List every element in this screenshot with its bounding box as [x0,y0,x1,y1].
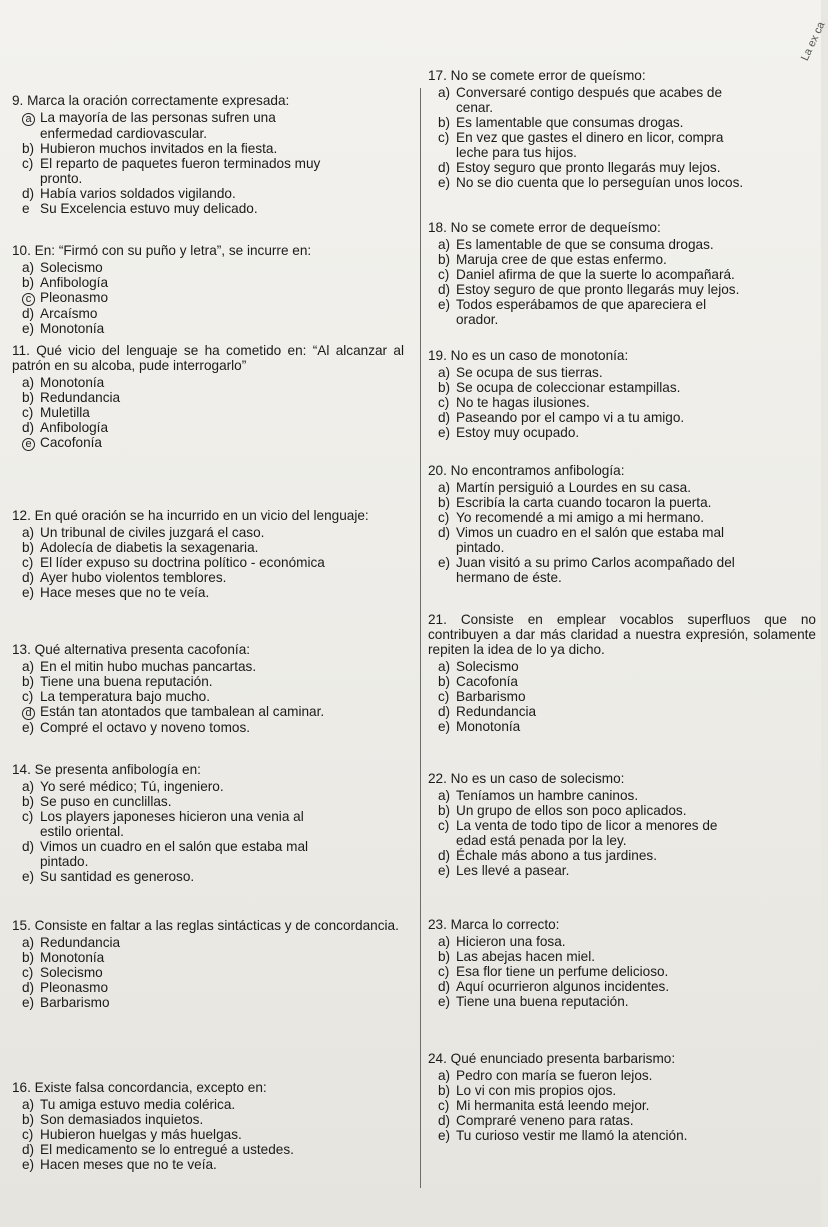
option-letter: c) [22,1127,34,1142]
answer-option[interactable] [428,1128,816,1143]
answer-option[interactable] [12,1157,412,1172]
option-text-continuation: edad está penada por la ley. [456,833,627,848]
option-letter: e [22,201,30,216]
answer-option[interactable] [428,1098,816,1113]
option-letter: a) [438,237,451,252]
option-letter: b) [438,495,451,510]
question-stem: 21. Consiste en emplear vocablos superfluos que no contribuyen a dar más claridad a nuestra expresión, solamente repiten la idea de lo ya dicho. [428,612,816,657]
answer-option[interactable] [428,410,816,425]
question-stem: 13. Qué alternativa presenta cacofonía: [12,642,251,657]
answer-option[interactable] [12,156,412,171]
option-letter: e) [22,321,35,336]
answer-option[interactable] [428,788,816,803]
option-letter: c) [438,1098,450,1113]
answer-option[interactable] [12,1142,412,1157]
option-letter: d) [438,282,451,297]
question-stem: 9. Marca la oración correctamente expresada: [12,93,290,108]
option-letter: c) [438,689,450,704]
question-stem: 19. No es un caso de monotonía: [428,348,629,363]
answer-option[interactable] [12,321,412,336]
option-text: La mayoría de las personas sufren una [40,110,276,125]
option-letter: e) [438,994,451,1009]
question-q14 [12,762,412,884]
answer-option[interactable] [428,282,816,297]
option-letter: b) [22,141,35,156]
answer-option[interactable] [12,704,412,720]
answer-option[interactable] [12,375,412,390]
option-text: Monotonía [456,719,521,734]
option-letter: a) [22,659,35,674]
option-text: Cacofonía [456,674,518,689]
option-text: Anfibología [40,420,109,435]
column-divider [420,88,421,1188]
answer-option[interactable] [428,719,816,734]
option-text: Un grupo de ellos son poco aplicados. [456,803,687,818]
option-letter: a) [22,525,35,540]
option-text: Monotonía [40,950,105,965]
option-text: La venta de todo tipo de licor a menores de [456,818,718,833]
answer-option[interactable] [12,540,412,555]
option-text: Yo seré médico; Tú, ingeniero. [40,779,224,794]
answer-option[interactable] [428,510,816,525]
option-letter: c) [438,964,450,979]
option-text: Había varios soldados vigilando. [40,186,236,201]
option-text: Les llevé a pasear. [456,863,570,878]
question-stem: 11. Qué vicio del lenguaje se ha cometido en: “Al alcanzar al patrón en su alcoba, pude interrogarlo” [12,343,404,373]
question-stem: 20. No encontramos anfibología: [428,463,625,478]
answer-option[interactable] [12,674,412,689]
option-letter: d) [438,525,451,540]
option-letter: a) [22,260,35,275]
option-text: Tu amiga estuvo media colérica. [40,1097,236,1112]
option-letter: d) [438,410,451,425]
option-letter: a) [438,85,451,100]
answer-option[interactable] [428,689,816,704]
answer-option[interactable] [428,555,816,570]
answer-option[interactable] [428,1083,816,1098]
answer-option[interactable] [428,85,816,100]
option-letter: d) [22,839,35,854]
answer-option[interactable] [12,260,412,275]
option-letter: d) [438,160,451,175]
option-text: Hace meses que no te veía. [40,585,210,600]
question-stem: 23. Marca lo correcto: [428,917,560,932]
option-letter: e) [438,1128,451,1143]
option-letter: b) [438,674,451,689]
option-letter: b) [22,390,35,405]
option-letter: a) [438,659,451,674]
option-letter: c) [438,267,450,282]
option-text: En el mitin hubo muchas pancartas. [40,659,257,674]
option-text: Vimos un cuadro en el salón que estaba mal [40,839,309,854]
option-letter: c) [22,405,34,420]
option-letter: b) [438,252,451,267]
option-letter: e) [438,863,451,878]
option-text: El reparto de paquetes fueron terminados muy [40,156,321,171]
option-text: Es lamentable que consumas drogas. [456,115,684,130]
option-letter: c) [22,689,34,704]
answer-option[interactable] [428,365,816,380]
option-letter: a) [438,1068,451,1083]
option-text: Muletilla [40,405,90,420]
answer-option[interactable] [428,934,816,949]
answer-option[interactable] [428,863,816,878]
option-letter: d) [22,186,35,201]
option-letter: a) [22,935,35,950]
question-q24 [428,1051,816,1143]
option-letter: a) [438,365,451,380]
answer-option[interactable] [428,1068,816,1083]
option-text-continuation: pintado. [456,540,505,555]
option-text: Se puso en cunclillas. [40,794,172,809]
answer-option[interactable] [428,237,816,252]
answer-option[interactable] [12,275,412,290]
answer-option[interactable] [12,839,412,854]
option-text: Solecismo [40,965,103,980]
answer-option[interactable] [428,130,816,145]
answer-option[interactable] [428,818,816,833]
answer-option[interactable] [12,794,412,809]
answer-option[interactable] [12,995,412,1010]
option-letter: e) [22,585,35,600]
question-stem: 24. Qué enunciado presenta barbarismo: [428,1051,676,1066]
answer-option[interactable] [428,848,816,863]
option-letter: e) [22,869,35,884]
option-text: Se ocupa de sus tierras. [456,365,603,380]
option-letter: e) [438,297,451,312]
answer-option[interactable] [428,525,816,540]
answer-option[interactable] [428,380,816,395]
option-text: Compraré veneno para ratas. [456,1113,634,1128]
option-text: Martín persiguió a Lourdes en su casa. [456,480,692,495]
option-letter: a) [22,779,35,794]
option-text: Arcaísmo [40,306,98,321]
question-q18 [428,220,816,327]
answer-option[interactable] [12,980,412,995]
option-text: Escribía la carta cuando tocaron la puerta. [456,495,712,510]
option-letter: b) [22,275,35,290]
option-letter: d) [22,980,35,995]
option-letter: a) [438,788,451,803]
option-letter: c) [22,555,34,570]
option-text: Hubieron huelgas y más huelgas. [40,1127,242,1142]
option-text: Están tan atontados que tambalean al caminar. [40,704,325,719]
option-text: Redundancia [40,390,121,405]
answer-option[interactable] [12,405,412,420]
option-text: Vimos un cuadro en el salón que estaba mal [456,525,725,540]
answer-option[interactable] [428,979,816,994]
option-text: Teníamos un hambre caninos. [456,788,639,803]
option-text-continuation: estilo oriental. [40,824,124,839]
option-text: Aquí ocurrieron algunos incidentes. [456,979,670,994]
question-q23 [428,917,816,1009]
answer-option[interactable] [12,110,412,126]
option-letter: a) [438,480,451,495]
answer-option[interactable] [428,175,816,190]
option-text: Barbarismo [40,995,110,1010]
option-letter: b) [438,1083,451,1098]
answer-option[interactable] [12,950,412,965]
answer-option[interactable] [12,555,412,570]
answer-option[interactable] [12,779,412,794]
option-text: Maruja cree de que estas enfermo. [456,252,667,267]
option-text: Los players japoneses hicieron una venia al [40,809,304,824]
answer-option[interactable] [12,525,412,540]
option-letter: b) [22,950,35,965]
answer-option[interactable] [12,201,412,216]
question-q13 [12,642,412,735]
option-text: Redundancia [456,704,537,719]
answer-option[interactable] [428,674,816,689]
answer-option[interactable] [428,267,816,282]
question-stem: 16. Existe falsa concordancia, excepto en: [12,1080,267,1095]
option-text: La temperatura bajo mucho. [40,689,211,704]
option-text: Conversaré contigo después que acabes de [456,85,723,100]
option-text-continuation: pronto. [40,171,83,186]
option-text: Estoy muy ocupado. [456,425,580,440]
option-text: Paseando por el campo vi a tu amigo. [456,410,685,425]
answer-option[interactable] [428,1113,816,1128]
option-letter: d) [438,704,451,719]
answer-circle-mark: e [22,438,35,451]
option-text: Monotonía [40,321,105,336]
option-text-continuation: orador. [456,312,499,327]
option-text: No se dio cuenta que lo perseguían unos locos. [456,175,744,190]
option-text: Tu curioso vestir me llamó la atención. [456,1128,688,1143]
option-text: Redundancia [40,935,121,950]
option-text: El líder expuso su doctrina político - económica [40,555,325,570]
answer-option[interactable] [428,425,816,440]
answer-option[interactable] [428,480,816,495]
option-text: Se ocupa de coleccionar estampillas. [456,380,681,395]
option-text: Ayer hubo violentos temblores. [40,570,227,585]
option-letter: c) [438,818,450,833]
option-text: Adolecía de diabetis la sexagenaria. [40,540,259,555]
answer-option[interactable] [12,306,412,321]
option-letter: d) [22,570,35,585]
question-q12 [12,508,412,600]
option-letter: c) [22,156,34,171]
option-letter: b) [438,115,451,130]
option-text: Daniel afirma de que la suerte lo acompañará. [456,267,735,282]
answer-option[interactable] [12,1097,412,1112]
option-text: Hacen meses que no te veía. [40,1157,217,1172]
answer-option[interactable] [428,659,816,674]
option-text: Hubieron muchos invitados en la fiesta. [40,141,278,156]
option-letter: b) [22,794,35,809]
option-letter: d) [22,306,35,321]
option-text: Su Excelencia estuvo muy delicado. [40,201,258,216]
answer-option[interactable] [428,495,816,510]
option-letter: e) [22,720,35,735]
answer-option[interactable] [12,720,412,735]
option-text: Solecismo [456,659,519,674]
option-text: Cacofonía [40,435,102,450]
option-letter: c) [22,965,34,980]
option-text: Estoy seguro que pronto llegarás muy lejos. [456,160,721,175]
option-letter: b) [22,1112,35,1127]
question-stem: 10. En: “Firmó con su puño y letra”, se incurre en: [12,243,312,258]
option-text: Barbarismo [456,689,526,704]
option-text: Monotonía [40,375,105,390]
option-text-continuation: hermano de éste. [456,570,562,585]
answer-option[interactable] [12,585,412,600]
question-q15 [12,918,412,1010]
option-text: Son demasiados inquietos. [40,1112,204,1127]
option-text: Anfibología [40,275,109,290]
question-stem: 18. No se comete error de dequeísmo: [428,220,661,235]
answer-circle-mark: c [22,293,35,306]
option-text: En vez que gastes el dinero en licor, compra [456,130,724,145]
option-letter: c) [22,809,34,824]
option-text-continuation: pintado. [40,854,89,869]
answer-circle-mark: a [22,113,35,126]
option-text-continuation: cenar. [456,100,494,115]
answer-option[interactable] [12,390,412,405]
option-text: Yo recomendé a mi amigo a mi hermano. [456,510,705,525]
answer-option[interactable] [12,935,412,950]
answer-option[interactable] [428,803,816,818]
option-letter: d) [438,1113,451,1128]
option-text: Échale más abono a tus jardines. [456,848,658,863]
option-letter: b) [438,380,451,395]
answer-option[interactable] [428,160,816,175]
answer-option[interactable] [12,570,412,585]
option-letter: b) [438,803,451,818]
option-text-continuation: leche para tus hijos. [456,145,577,160]
option-letter: c) [438,395,450,410]
question-q20 [428,463,816,585]
question-q10 [12,243,412,336]
answer-option[interactable] [12,186,412,201]
option-text-continuation: enfermedad cardiovascular. [40,126,207,141]
corner-text: La ex ca [799,20,828,63]
question-stem: 12. En qué oración se ha incurrido en un vicio del lenguaje: [12,508,369,523]
answer-option[interactable] [428,252,816,267]
answer-option[interactable] [428,297,816,312]
option-text: Es lamentable de que se consuma drogas. [456,237,714,252]
option-letter: b) [438,949,451,964]
option-text: Todos esperábamos de que apareciera el [456,297,707,312]
option-letter: e) [438,719,451,734]
answer-option[interactable] [12,1112,412,1127]
option-text: Estoy seguro de que pronto llegarás muy lejos. [456,282,740,297]
option-letter: e) [22,1157,35,1172]
answer-option[interactable] [12,290,412,306]
option-letter: e) [438,425,451,440]
answer-option[interactable] [12,141,412,156]
option-letter: c) [438,130,450,145]
option-text: Mi hermanita está leendo mejor. [456,1098,650,1113]
option-text: Solecismo [40,260,103,275]
question-q9 [12,93,412,216]
answer-option[interactable] [12,869,412,884]
answer-option[interactable] [12,689,412,704]
option-text: Pleonasmo [40,980,109,995]
option-letter: c) [438,510,450,525]
answer-option[interactable] [12,1127,412,1142]
option-letter: d) [438,979,451,994]
option-letter: b) [22,674,35,689]
question-stem: 15. Consiste en faltar a las reglas sintácticas y de concordancia. [12,918,399,933]
option-text: Tiene una buena reputación. [456,994,629,1009]
option-text: Hicieron una fosa. [456,934,566,949]
question-q19 [428,348,816,440]
option-text: Pedro con maría se fueron lejos. [456,1068,653,1083]
option-text: Lo vi con mis propios ojos. [456,1083,617,1098]
answer-option[interactable] [428,994,816,1009]
option-letter: e) [438,555,451,570]
answer-circle-mark: d [22,707,35,720]
answer-option[interactable] [428,949,816,964]
answer-option[interactable] [428,395,816,410]
option-letter: d) [438,848,451,863]
option-letter: e) [22,995,35,1010]
option-text: Pleonasmo [40,290,109,305]
answer-option[interactable] [12,435,412,451]
answer-option[interactable] [428,704,816,719]
answer-option[interactable] [12,965,412,980]
question-stem: 17. No se comete error de queísmo: [428,68,646,83]
answer-option[interactable] [428,964,816,979]
option-text: Un tribunal de civiles juzgará el caso. [40,525,265,540]
answer-option[interactable] [12,809,412,824]
option-text: Las abejas hacen miel. [456,949,596,964]
option-letter: d) [22,420,35,435]
question-q22 [428,771,816,878]
answer-option[interactable] [12,420,412,435]
option-text: Su santidad es generoso. [40,869,195,884]
option-text: No te hagas ilusiones. [456,395,590,410]
answer-option[interactable] [428,115,816,130]
option-text: Compré el octavo y noveno tomos. [40,720,251,735]
option-text: Juan visitó a su primo Carlos acompañado del [456,555,735,570]
option-letter: a) [22,375,35,390]
option-letter: a) [438,934,451,949]
question-q16 [12,1080,412,1172]
question-stem: 22. No es un caso de solecismo: [428,771,625,786]
question-q11 [12,343,412,451]
option-text: Tiene una buena reputación. [40,674,213,689]
option-text: Esa flor tiene un perfume delicioso. [456,964,669,979]
question-q17 [428,68,816,190]
option-letter: a) [22,1097,35,1112]
option-letter: b) [22,540,35,555]
option-letter: d) [22,1142,35,1157]
question-stem: 14. Se presenta anfibología en: [12,762,201,777]
option-text: El medicamento se lo entregué a ustedes. [40,1142,294,1157]
option-letter: e) [438,175,451,190]
answer-option[interactable] [12,659,412,674]
question-q21 [428,612,816,734]
